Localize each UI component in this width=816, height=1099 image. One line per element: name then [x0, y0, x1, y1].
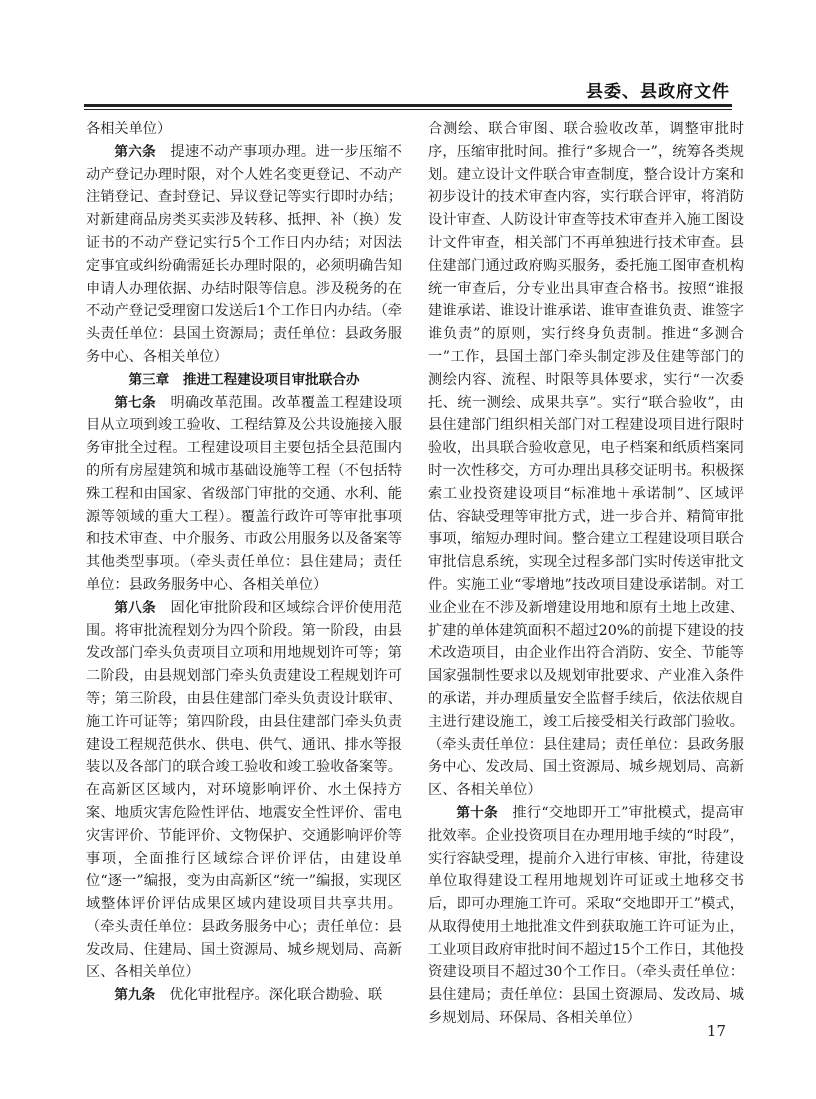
- article-8-label: 第八条: [114, 599, 157, 616]
- header-rule-thin: [84, 109, 732, 110]
- article-7-text: 明确改革范围。改革覆盖工程建设项目从立项到竣工验收、工程结算及公共设施接入服务审批全过程。工程建设项目主要包括全县范围内的所有房屋建筑和城市基础设施等工程（不包括特殊工程和由国家、省级部门审批的交通、水利、能源等领域的重大工程）。覆盖行政许可等审批事项和技术审查、中介服务、市政公用服务以及备案等其他类型事项。（牵头责任单位：县住建局；责任单位：县政务服务中心、各相关单位）: [86, 394, 402, 593]
- article-10: [428, 802, 744, 1030]
- left-column: [86, 118, 402, 1007]
- article-9: [86, 984, 402, 1007]
- article-10-label: 第十条: [456, 804, 498, 821]
- page-number: 17: [706, 1022, 726, 1040]
- article-9-label: 第九条: [114, 987, 156, 1004]
- article-7: [86, 392, 402, 597]
- article-8-text: 固化审批阶段和区域综合评价使用范围。将审批流程划分为四个阶段。第一阶段，由县发改部门牵头负责项目立项和用地规划许可等；第二阶段，由县规划部门牵头负责建设工程规划许可等；第三阶段，由县住建部门牵头负责设计联审、施工许可证等；第四阶段，由县住建部门牵头负责建设工程规范供水、供电、供气、通讯、排水等报装以及各部门的联合竣工验收和竣工验收备案等。在高新区区域内，对环境影响评价、水土保持方案、地质灾害危险性评估、地震安全性评价、雷电灾害评价、节能评价、文物保护、交通影响评价等事项，全面推行区域综合评价评估，由建设单位“逐一”编报，变为由高新区“统一”编报，实现区域整体评价评估成果区域内建设项目共享共用。（牵头责任单位：县政务服务中心；责任单位：县发改局、住建局、国土资源局、城乡规划局、高新区、各相关单位）: [86, 599, 402, 981]
- article-9-continuation: 合测绘、联合审图、联合验收改革，调整审批时序，压缩审批时间。推行“多规合一”，统筹各类规划。建立设计文件联合审查制度，整合设计方案和初步设计的技术审查内容，实行联合评审，将消防设计审查、人防设计审查等技术审查并入施工图设计文件审查，相关部门不再单独进行技术审查。县住建部门通过政府购买服务，委托施工图审查机构统一审查后，分专业出具审查合格书。按照“谁报建谁承诺、谁设计谁承诺、谁审查谁负责、谁签字谁负责”的原则，实行终身负责制。推进“多测合一”工作，县国土部门牵头制定涉及住建等部门的测绘内容、流程、时限等具体要求，实行“一次委托、统一测绘、成果共享”。实行“联合验收”，由县住建部门组织相关部门对工程建设项目进行限时验收，出具联合验收意见，电子档案和纸质档案同时一次性移交，方可办理出具移交证明书。积极探索工业投资建设项目“标准地＋承诺制”、区域评估、容缺受理等审批方式，进一步合并、精简审批事项，缩短办理时间。整合建立工程建设项目联合审批信息系统，实现全过程多部门实时传送审批文件。实施工业“零增地”技改项目建设承诺制。对工业企业在不涉及新增建设用地和原有土地上改建、扩建的单体建筑面积不超过20%的前提下建设的技术改造项目，由企业作出符合消防、安全、节能等国家强制性要求以及规划审批要求、产业准入条件的承诺，并办理质量安全监督手续后，依法依规自主进行建设施工，竣工后接受相关行政部门验收。（牵头责任单位：县住建局；责任单位：县政务服务中心、发改局、国土资源局、城乡规划局、高新区、各相关单位）: [428, 121, 744, 799]
- chapter-3-heading: 第三章 推进工程建设项目审批联合办: [128, 371, 360, 388]
- article-6: [86, 141, 402, 369]
- running-header-title: 县委、县政府文件: [586, 82, 730, 102]
- article-8: [86, 597, 402, 985]
- right-column: [428, 118, 744, 1030]
- header-rule-thick: [84, 104, 732, 107]
- article-6-label: 第六条: [114, 143, 157, 160]
- article-9-text: 优化审批程序。深化联合勘验、联: [169, 987, 383, 1004]
- article-10-text: 推行“交地即开工”审批模式，提高审批效率。企业投资项目在办理用地手续的“时段”，实行容缺受理，提前介入进行审核、审批，待建设单位取得建设工程用地规划许可证或土地移交书后，即可办理施工许可。采取“交地即开工”模式，从取得使用土地批准文件到获取施工许可证为止，工业项目政府审批时间不超过15个工作日，其他投资建设项目不超过30个工作日。（牵头责任单位：县住建局；责任单位：县国土资源局、发改局、城乡规划局、环保局、各相关单位）: [428, 804, 744, 1027]
- paragraph-continuation: 各相关单位）: [86, 121, 172, 137]
- article-7-label: 第七条: [114, 394, 157, 411]
- article-6-text: 提速不动产事项办理。进一步压缩不动产登记办理时限，对个人姓名变更登记、不动产注销登记、查封登记、异议登记等实行即时办结；对新建商品房类买卖涉及转移、抵押、补（换）发证书的不动产登记实行5个工作日内办结；对因法定事宜或纠纷确需延长办理时限的，必须明确告知申请人办理依据、办结时限等信息。涉及税务的在不动产登记受理窗口发送后1个工作日内办结。（牵头责任单位：县国土资源局；责任单位：县政务服务中心、各相关单位）: [86, 143, 402, 365]
